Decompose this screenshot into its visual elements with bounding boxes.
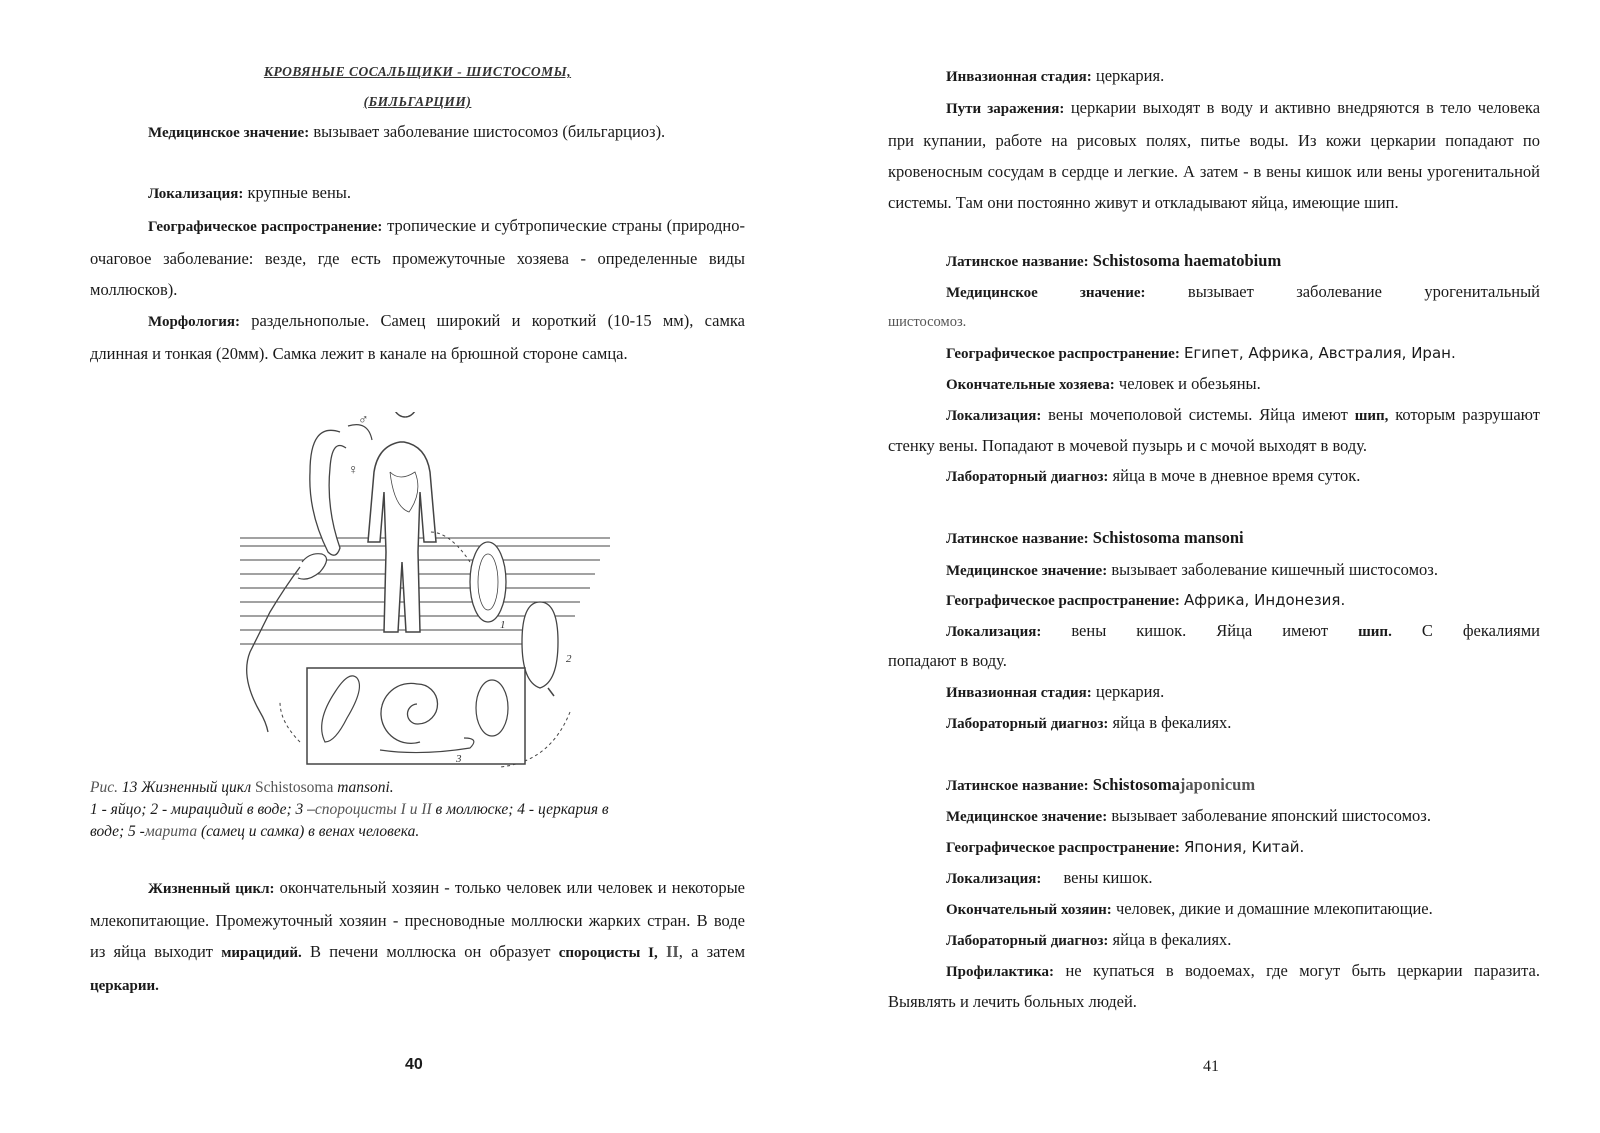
female-symbol: ♀ xyxy=(348,463,359,478)
haem-geography xyxy=(888,338,1540,369)
label: Локализация: xyxy=(946,408,1042,424)
text: не купаться в водоемах, где могут быть церкарии паразита. Выявлять и лечить больных людей. xyxy=(888,961,1540,1011)
jap-latin-name xyxy=(888,770,1540,801)
chapter-title: КРОВЯНЫЕ СОСАЛЬЩИКИ - ШИСТОСОМЫ, xyxy=(263,64,572,79)
text: яйца в фекалиях. xyxy=(1112,713,1232,732)
invasion-stage-line xyxy=(888,61,1540,92)
species-epithet: japonicum xyxy=(1179,775,1256,794)
label: Локализация: xyxy=(148,186,244,202)
label: Окончательные хозяева: xyxy=(946,377,1115,393)
label: Медицинское значение: xyxy=(946,809,1108,825)
medical-significance-para xyxy=(90,116,745,149)
label: Географическое распространение: xyxy=(148,219,383,235)
text: церкария. xyxy=(1095,66,1165,85)
caption-sporocysts: спороцисты I и II xyxy=(314,801,432,818)
chapter-subtitle: (БИЛЬГАРЦИИ) xyxy=(363,94,472,109)
text: Египет, Африка, Австралия, Иран. xyxy=(1183,344,1456,362)
text: которым разрушают стенку вены. Попадают в мочевой пузырь и с мочой выходят в воду. xyxy=(888,405,1540,455)
label: Медицинское значение: xyxy=(946,285,1146,301)
haem-medical xyxy=(888,277,1540,308)
text: раздельнополые. Самец широкий и короткий (10-15 мм), самка длинная и тонкая (20мм). Самка лежит в канале на брюшной стороне самца. xyxy=(90,311,745,363)
text: , а затем xyxy=(678,942,746,961)
figure-label-3: 3 xyxy=(456,753,462,765)
caption-dot: . xyxy=(389,779,394,796)
mans-localization xyxy=(888,616,1540,647)
haem-medical-cont: шистосомоз. xyxy=(888,314,967,330)
localization-para xyxy=(90,177,745,210)
label: Лабораторный диагноз: xyxy=(946,716,1109,732)
mans-latin-name xyxy=(888,523,1540,554)
species-name: Schistosoma haematobium xyxy=(1092,251,1282,270)
caption-part: в моллюске; 4 - церкария в xyxy=(431,801,609,818)
text: человек и обезьяны. xyxy=(1118,374,1261,393)
text: В печени моллюска он образует xyxy=(310,942,551,961)
mans-invasion-stage xyxy=(888,677,1540,708)
label: Географическое распространение: xyxy=(946,346,1180,362)
label: Лабораторный диагноз: xyxy=(946,933,1109,949)
label: Локализация: xyxy=(946,624,1042,640)
label: Профилактика: xyxy=(946,964,1055,980)
label: Латинское название: xyxy=(946,531,1089,547)
caption-part: 1 - яйцо; 2 - мирацидий в воде; 3 – xyxy=(90,801,315,818)
label: Географическое распространение: xyxy=(946,593,1180,609)
mans-medical xyxy=(888,555,1540,586)
term-cercariae: церкарии. xyxy=(90,978,159,994)
term-two: II xyxy=(665,942,679,961)
caption-part: (самец и самка) в венах человека. xyxy=(197,823,420,840)
jap-prophylaxis xyxy=(888,956,1540,1017)
life-cycle-para xyxy=(90,872,745,1002)
term-spine: шип. xyxy=(1358,624,1392,640)
text: вызывает заболевание японский шистосомоз. xyxy=(1111,806,1431,825)
text: вены кишок. xyxy=(1063,868,1153,887)
text: окончательный хозяин - только человек или человек и некоторые млекопитающие. Промежуточный хозяин - пресноводные моллюски жарких стран. В воде из яйца выходит xyxy=(90,878,746,961)
infection-ways-para xyxy=(888,92,1540,218)
term-miracidium: мирацидий. xyxy=(221,945,302,961)
label: Пути заражения: xyxy=(946,101,1065,117)
jap-lab-diagnosis xyxy=(888,925,1540,956)
text: вены кишок. Яйца имеют xyxy=(1071,621,1329,640)
life-cycle-illustration xyxy=(230,412,630,784)
figure-label-2: 2 xyxy=(566,653,572,665)
label: Жизненный цикл: xyxy=(148,881,275,897)
caption-species: mansoni xyxy=(337,779,390,796)
male-symbol: ♂ xyxy=(358,413,369,428)
label: Латинское название: xyxy=(946,778,1089,794)
caption-title: 13 Жизненный цикл xyxy=(121,779,252,796)
mans-localization-cont: попадают в воду. xyxy=(888,651,1007,670)
caption-line-3 xyxy=(90,821,745,843)
caption-marita: марита xyxy=(144,823,198,840)
text: тропические и субтропические страны (природно-очаговое заболевание: везде, где есть промежуточные хозяева - определенные виды моллюсков). xyxy=(90,216,746,299)
morphology-para xyxy=(90,305,745,369)
text: яйца в фекалиях. xyxy=(1112,930,1232,949)
jap-localization xyxy=(888,863,1540,894)
text: Африка, Индонезия. xyxy=(1183,591,1346,609)
left-page xyxy=(90,0,745,1133)
label: Инвазионная стадия: xyxy=(946,685,1092,701)
mans-geography xyxy=(888,585,1540,616)
haem-lab-diagnosis xyxy=(888,461,1540,492)
text: вены мочеполовой системы. Яйца имеют xyxy=(1048,405,1348,424)
text: вызывает заболевание шистосомоз (бильгарциоз). xyxy=(313,122,666,141)
caption-line-2 xyxy=(90,799,745,821)
figure-label-1: 1 xyxy=(500,619,506,631)
text: человек, дикие и домашние млекопитающие. xyxy=(1115,899,1433,918)
text: вызывает заболевание кишечный шистосомоз. xyxy=(1111,560,1438,579)
mans-lab-diagnosis xyxy=(888,708,1540,739)
jap-geography xyxy=(888,832,1540,863)
haem-final-hosts xyxy=(888,369,1540,400)
caption-genus: Schistosoma xyxy=(255,779,334,796)
label: Латинское название: xyxy=(946,254,1089,270)
text: церкария. xyxy=(1095,682,1165,701)
text: С фекалиями xyxy=(1421,621,1541,640)
label: Лабораторный диагноз: xyxy=(946,469,1109,485)
figure-caption xyxy=(90,777,745,843)
haem-localization xyxy=(888,400,1540,461)
label: Медицинское значение: xyxy=(148,125,310,141)
haem-latin-name xyxy=(888,246,1540,277)
text: церкарии выходят в воду и активно внедряются в тело человека при купании, работе на рисовых полях, питье воды. Из кожи церкарии попадают по кровеносным сосудам в сердце и легкие. А затем - в вены кишок или вены урогенитальной системы. Там они постоянно живут и откладывают яйца, имеющие шип. xyxy=(888,98,1541,212)
jap-medical xyxy=(888,801,1540,832)
label: Медицинское значение: xyxy=(946,563,1108,579)
label: Локализация: xyxy=(946,871,1042,887)
caption-ris: Рис. xyxy=(90,779,118,796)
text: крупные вены. xyxy=(247,183,352,202)
text: яйца в моче в дневное время суток. xyxy=(1112,466,1361,485)
species-genus: Schistosoma xyxy=(1092,775,1180,794)
text: вызывает заболевание урогенитальный xyxy=(1187,282,1540,301)
jap-final-host xyxy=(888,894,1540,925)
label: Окончательный хозяин: xyxy=(946,902,1112,918)
caption-line-1 xyxy=(90,777,745,799)
label: Морфология: xyxy=(148,314,240,330)
right-page xyxy=(888,0,1540,1133)
caption-part: воде; 5 - xyxy=(90,823,145,840)
label: Географическое распространение: xyxy=(946,840,1180,856)
text: Япония, Китай. xyxy=(1183,838,1305,856)
term-spine: шип, xyxy=(1354,408,1389,424)
term-sporocysts: спороцисты I, xyxy=(558,945,658,961)
page-number: 41 xyxy=(1203,1058,1219,1075)
label: Инвазионная стадия: xyxy=(946,69,1092,85)
geography-para xyxy=(90,210,745,305)
page-number: 40 xyxy=(405,1056,423,1073)
species-name: Schistosoma mansoni xyxy=(1092,528,1244,547)
